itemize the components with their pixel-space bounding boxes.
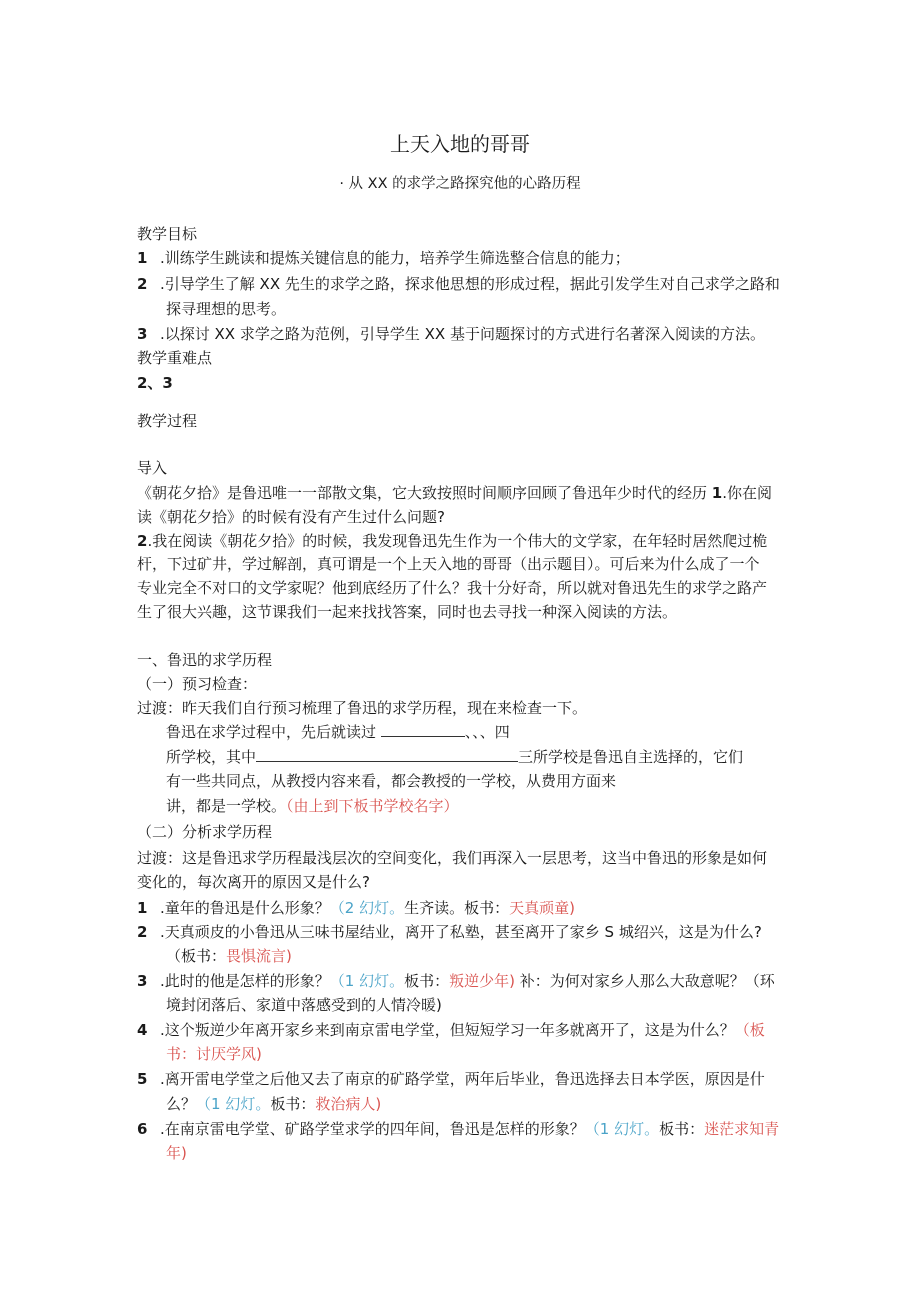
fill-text: 鲁迅在求学过程中，先后就读过 (166, 723, 377, 741)
intro-paragraph-line: 专业完全不对口的文学家呢？他到底经历了什么？我十分好奇，所以就对鲁迅先生的求学之路产 (137, 579, 768, 597)
goal-number: 1 (137, 249, 148, 267)
goal-text-continued: 探寻理想的思考。 (166, 300, 287, 318)
question-line (160, 970, 775, 992)
section1-sub2: （二）分析求学历程 (137, 823, 273, 841)
page-title: 上天入地的哥哥 (390, 132, 530, 156)
intro-number: 1 (711, 484, 723, 502)
process-heading: 教学过程 (137, 412, 198, 430)
question-number: 6 (137, 1120, 148, 1138)
board-note: 救治病人) (315, 1095, 382, 1113)
board-note: 天真顽童) (509, 899, 575, 917)
fill-blank-line (166, 721, 510, 743)
question-text: （板书： (166, 947, 227, 965)
question-text: 板书： (404, 972, 450, 990)
board-note: （板 (734, 1021, 765, 1039)
slide-note: （1 幻灯。 (329, 972, 405, 990)
question-line (160, 1118, 779, 1140)
intro-text: 《朝花夕拾》是鲁迅唯一一部散文集，它大致按照时间顺序回顾了鲁迅年少时代的经历 (137, 484, 712, 502)
question-number: 1 (137, 899, 148, 917)
section1-heading: 一、鲁迅的求学历程 (137, 651, 273, 669)
goal-number: 3 (137, 325, 148, 343)
question-number: 3 (137, 972, 148, 990)
question-text: 补：为何对家乡人那么大敌意呢？（环 (514, 972, 775, 990)
intro-paragraph-line: 杆，下过矿井，学过解剖，真可谓是一个上天入地的哥哥（出示题目）。可后来为什么成了一个 (137, 555, 760, 573)
blank-line (256, 747, 518, 762)
key-points-heading: 教学重难点 (137, 349, 213, 367)
board-note-line: 年) (166, 1144, 187, 1162)
question-text: .在南京雷电学堂、矿路学堂求学的四年间，鲁迅是怎样的形象？ (160, 1120, 585, 1138)
question-line (160, 897, 575, 919)
transition-1: 过渡：昨天我们自行预习梳理了鲁迅的求学历程，现在来检查一下。 (137, 699, 588, 717)
fill-text: 、、、四 (464, 723, 510, 741)
fill-blank-line (166, 746, 743, 768)
intro-paragraph-line (137, 482, 772, 504)
board-note-line: 书：讨厌学风) (166, 1045, 262, 1063)
question-text: 生齐读。板书： (404, 899, 510, 917)
goal-text: .以探讨 XX 求学之路为范例，引导学生 XX 基于问题探讨的方式进行名著深入阅读的方法。 (160, 325, 765, 343)
question-text: .这个叛逆少年离开家乡来到南京雷电学堂，但短短学习一年多就离开了，这是为什么？ (160, 1021, 735, 1039)
intro-heading: 导入 (137, 459, 168, 477)
board-note: 畏惧流言) (226, 947, 292, 965)
question-text: .童年的鲁迅是什么形象？ (160, 899, 330, 917)
question-line (160, 1019, 765, 1041)
section1-sub1: （一）预习检查： (137, 675, 258, 693)
transition-2: 过渡：这是鲁迅求学历程最浅层次的空间变化，我们再深入一层思考，这当中鲁迅的形象是如何 (137, 849, 768, 867)
blank-line (381, 722, 465, 737)
transition-2: 变化的，每次离开的原因又是什么? (137, 873, 370, 891)
question-line: 境封闭落后、家道中落感受到的人情冷暖) (166, 996, 442, 1014)
goals-heading: 教学目标 (137, 225, 198, 243)
slide-note: （2 幻灯。 (329, 899, 405, 917)
question-text: 板书： (659, 1120, 705, 1138)
intro-paragraph-line: 读《朝花夕拾》的时候有没有产生过什么问题? (137, 508, 445, 526)
board-note: （由上到下板书学校名字） (286, 797, 459, 815)
goal-text: .训练学生跳读和提炼关键信息的能力，培养学生筛选整合信息的能力； (160, 249, 630, 267)
question-line: .天真顽皮的小鲁迅从三味书屋结业，离开了私塾，甚至离开了家乡 S 城绍兴，这是为什么? (160, 923, 762, 941)
goal-text: .引导学生了解 XX 先生的求学之路，探求他思想的形成过程，据此引发学生对自己求学之路和 (160, 275, 780, 293)
question-text: 么？ (166, 1095, 197, 1113)
question-number: 4 (137, 1021, 148, 1039)
goal-number: 2 (137, 275, 148, 293)
fill-text: 三所学校是鲁迅自主选择的，它们 (518, 748, 744, 766)
board-note: 迷茫求知青 (704, 1120, 780, 1138)
fill-blank-line (166, 795, 459, 817)
question-text: 板书： (270, 1095, 316, 1113)
question-line: .离开雷电学堂之后他又去了南京的矿路学堂，两年后毕业，鲁迅选择去日本学医，原因是什 (160, 1070, 765, 1088)
question-number: 5 (137, 1070, 148, 1088)
question-line (166, 1093, 381, 1115)
slide-note: （1 幻灯。 (584, 1120, 660, 1138)
intro-paragraph-line: 生了很大兴趣，这节课我们一起来找找答案，同时也去寻找一种深入阅读的方法。 (137, 603, 678, 621)
question-number: 2 (137, 923, 148, 941)
fill-blank-line: 有一些共同点，从教授内容来看，都会教授的一学校，从费用方面来 (166, 772, 617, 790)
question-text: .此时的他是怎样的形象？ (160, 972, 330, 990)
intro-paragraph-line (137, 530, 767, 552)
fill-text: 讲，都是一学校。 (166, 797, 287, 815)
page-subtitle: · 从 XX 的求学之路探究他的心路历程 (339, 176, 581, 192)
fill-text: 所学校，其中 (166, 748, 257, 766)
intro-text: .你在阅 (722, 484, 772, 502)
question-line (166, 945, 292, 967)
slide-note: （1 幻灯。 (196, 1095, 271, 1113)
intro-number: 2 (137, 532, 148, 550)
intro-text: .我在阅读《朝花夕拾》的时候，我发现鲁迅先生作为一个伟大的文学家，在年轻时居然爬过桅 (147, 532, 768, 550)
key-points-value: 2、3 (137, 374, 173, 392)
board-note: 叛逆少年) (449, 972, 515, 990)
